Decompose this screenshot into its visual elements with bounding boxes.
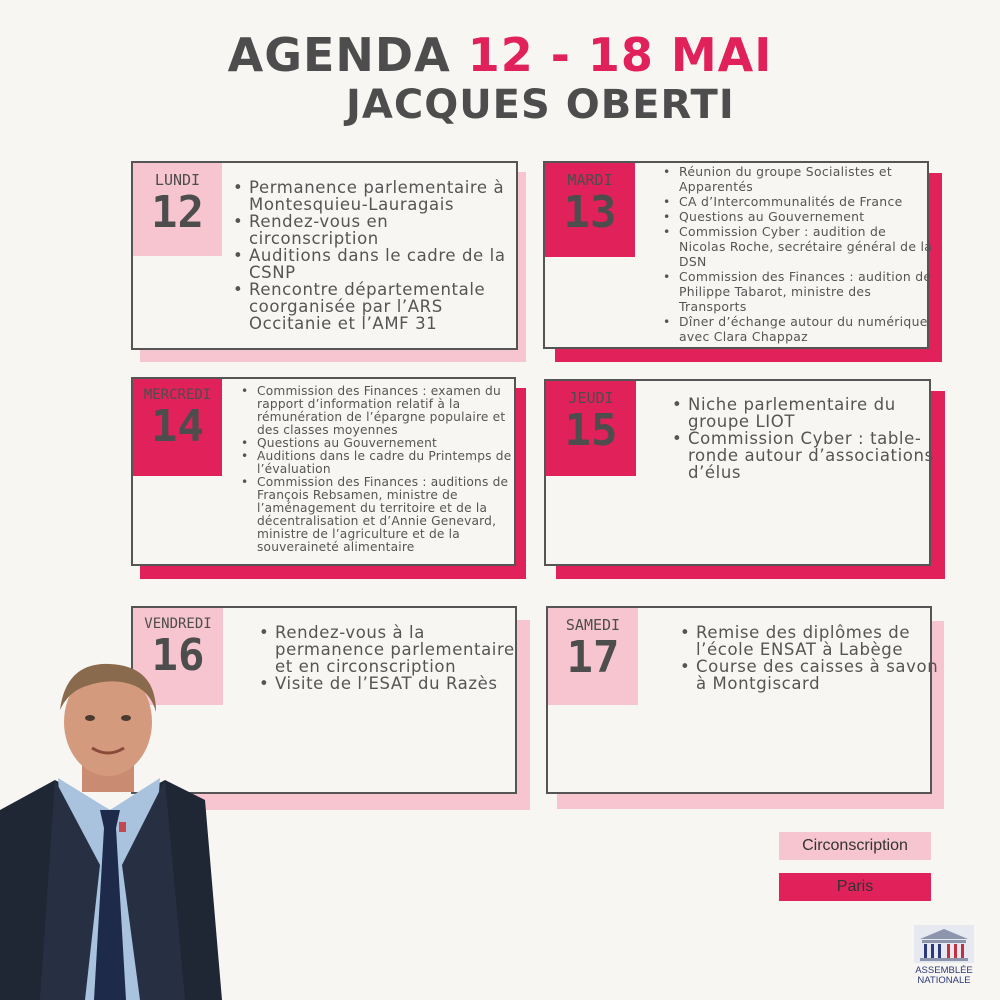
day-number: 15 xyxy=(564,405,618,456)
day-number: 17 xyxy=(566,632,620,683)
day-number: 16 xyxy=(151,630,205,681)
event-item: • Rendez-vous à la permanence parlementaire et en circonscription xyxy=(275,624,525,675)
event-item: • Rencontre départementale coorganisée par l’ARS Occitanie et l’AMF 31 xyxy=(249,281,519,332)
day-number: 13 xyxy=(563,187,617,238)
deputy-portrait xyxy=(0,660,225,1000)
event-item: • Visite de l’ESAT du Razès xyxy=(275,675,525,692)
event-list-mardi xyxy=(661,164,935,344)
day-name: SAMEDI xyxy=(565,616,621,634)
event-item: • Questions au Gouvernement xyxy=(257,437,529,450)
day-number: 14 xyxy=(151,401,204,452)
day-badge-lundi xyxy=(133,163,222,256)
day-badge-mardi xyxy=(545,163,635,257)
day-badge-samedi xyxy=(548,608,638,705)
title-prefix: AGENDA xyxy=(227,28,451,82)
event-item: • Niche parlementaire du groupe LIOT xyxy=(688,396,936,430)
event-item: • Auditions dans le cadre de la CSNP xyxy=(249,247,519,281)
assemblee-nationale-logo xyxy=(906,925,982,991)
day-name: MERCREDI xyxy=(143,387,212,403)
day-name: JEUDI xyxy=(568,389,614,407)
day-card-jeudi xyxy=(544,379,934,566)
event-item: • Rendez-vous en circonscription xyxy=(249,213,519,247)
logo-line-1: ASSEMBLÉE xyxy=(915,965,973,976)
event-list-jeudi xyxy=(670,396,936,481)
agenda-title xyxy=(0,28,1000,82)
hemicycle-icon xyxy=(914,925,974,963)
event-item: • Dîner d’échange autour du numérique avec Clara Chappaz xyxy=(679,314,935,344)
event-item: • Auditions dans le cadre du Printemps de l’évaluation xyxy=(257,450,529,476)
event-item: • Commission des Finances : auditions de François Rebsamen, ministre de l’aménagement du territoire et de la décentralisation et d’Annie Genevard, ministre de l’agriculture et de la souveraineté alimentaire xyxy=(257,476,529,554)
event-list-vendredi xyxy=(257,624,525,692)
legend-paris: Paris xyxy=(779,873,931,901)
day-badge-mercredi xyxy=(133,379,222,476)
event-item: • Commission des Finances : examen du rapport d’information relatif à la rémunération de l’épargne populaire et des classes moyennes xyxy=(257,385,529,437)
day-badge-jeudi xyxy=(546,381,636,476)
event-item: • Questions au Gouvernement xyxy=(679,209,935,224)
event-item: • Commission Cyber : table-ronde autour d’associations d’élus xyxy=(688,430,936,481)
event-list-mercredi xyxy=(239,385,529,554)
logo-line-2: NATIONALE xyxy=(917,975,971,986)
event-item: • CA d’Intercommunalités de France xyxy=(679,194,935,209)
day-name: VENDREDI xyxy=(144,616,212,632)
day-name: MARDI xyxy=(567,171,613,189)
day-card-mercredi xyxy=(131,377,516,566)
day-name: LUNDI xyxy=(154,171,201,189)
title-dates: 12 - 18 MAI xyxy=(467,28,773,82)
event-item: • Permanence parlementaire à Montesquieu-Lauragais xyxy=(249,179,519,213)
event-item: • Commission des Finances : audition de Philippe Tabarot, ministre des Transports xyxy=(679,269,935,314)
day-card-lundi xyxy=(131,161,518,350)
legend-circonscription: Circonscription xyxy=(779,832,931,860)
event-list-samedi xyxy=(678,624,946,692)
day-number: 12 xyxy=(151,187,204,238)
day-card-samedi xyxy=(546,606,939,794)
event-item: • Réunion du groupe Socialistes et Apparentés xyxy=(679,164,935,194)
event-item: • Course des caisses à savon à Montgiscard xyxy=(696,658,946,692)
event-item: • Remise des diplômes de l’école ENSAT à Labège xyxy=(696,624,946,658)
day-card-mardi xyxy=(543,161,933,349)
event-item: • Commission Cyber : audition de Nicolas Roche, secrétaire général de la DSN xyxy=(679,224,935,269)
deputy-name: JACQUES OBERTI xyxy=(346,82,735,128)
event-list-lundi xyxy=(231,179,519,332)
